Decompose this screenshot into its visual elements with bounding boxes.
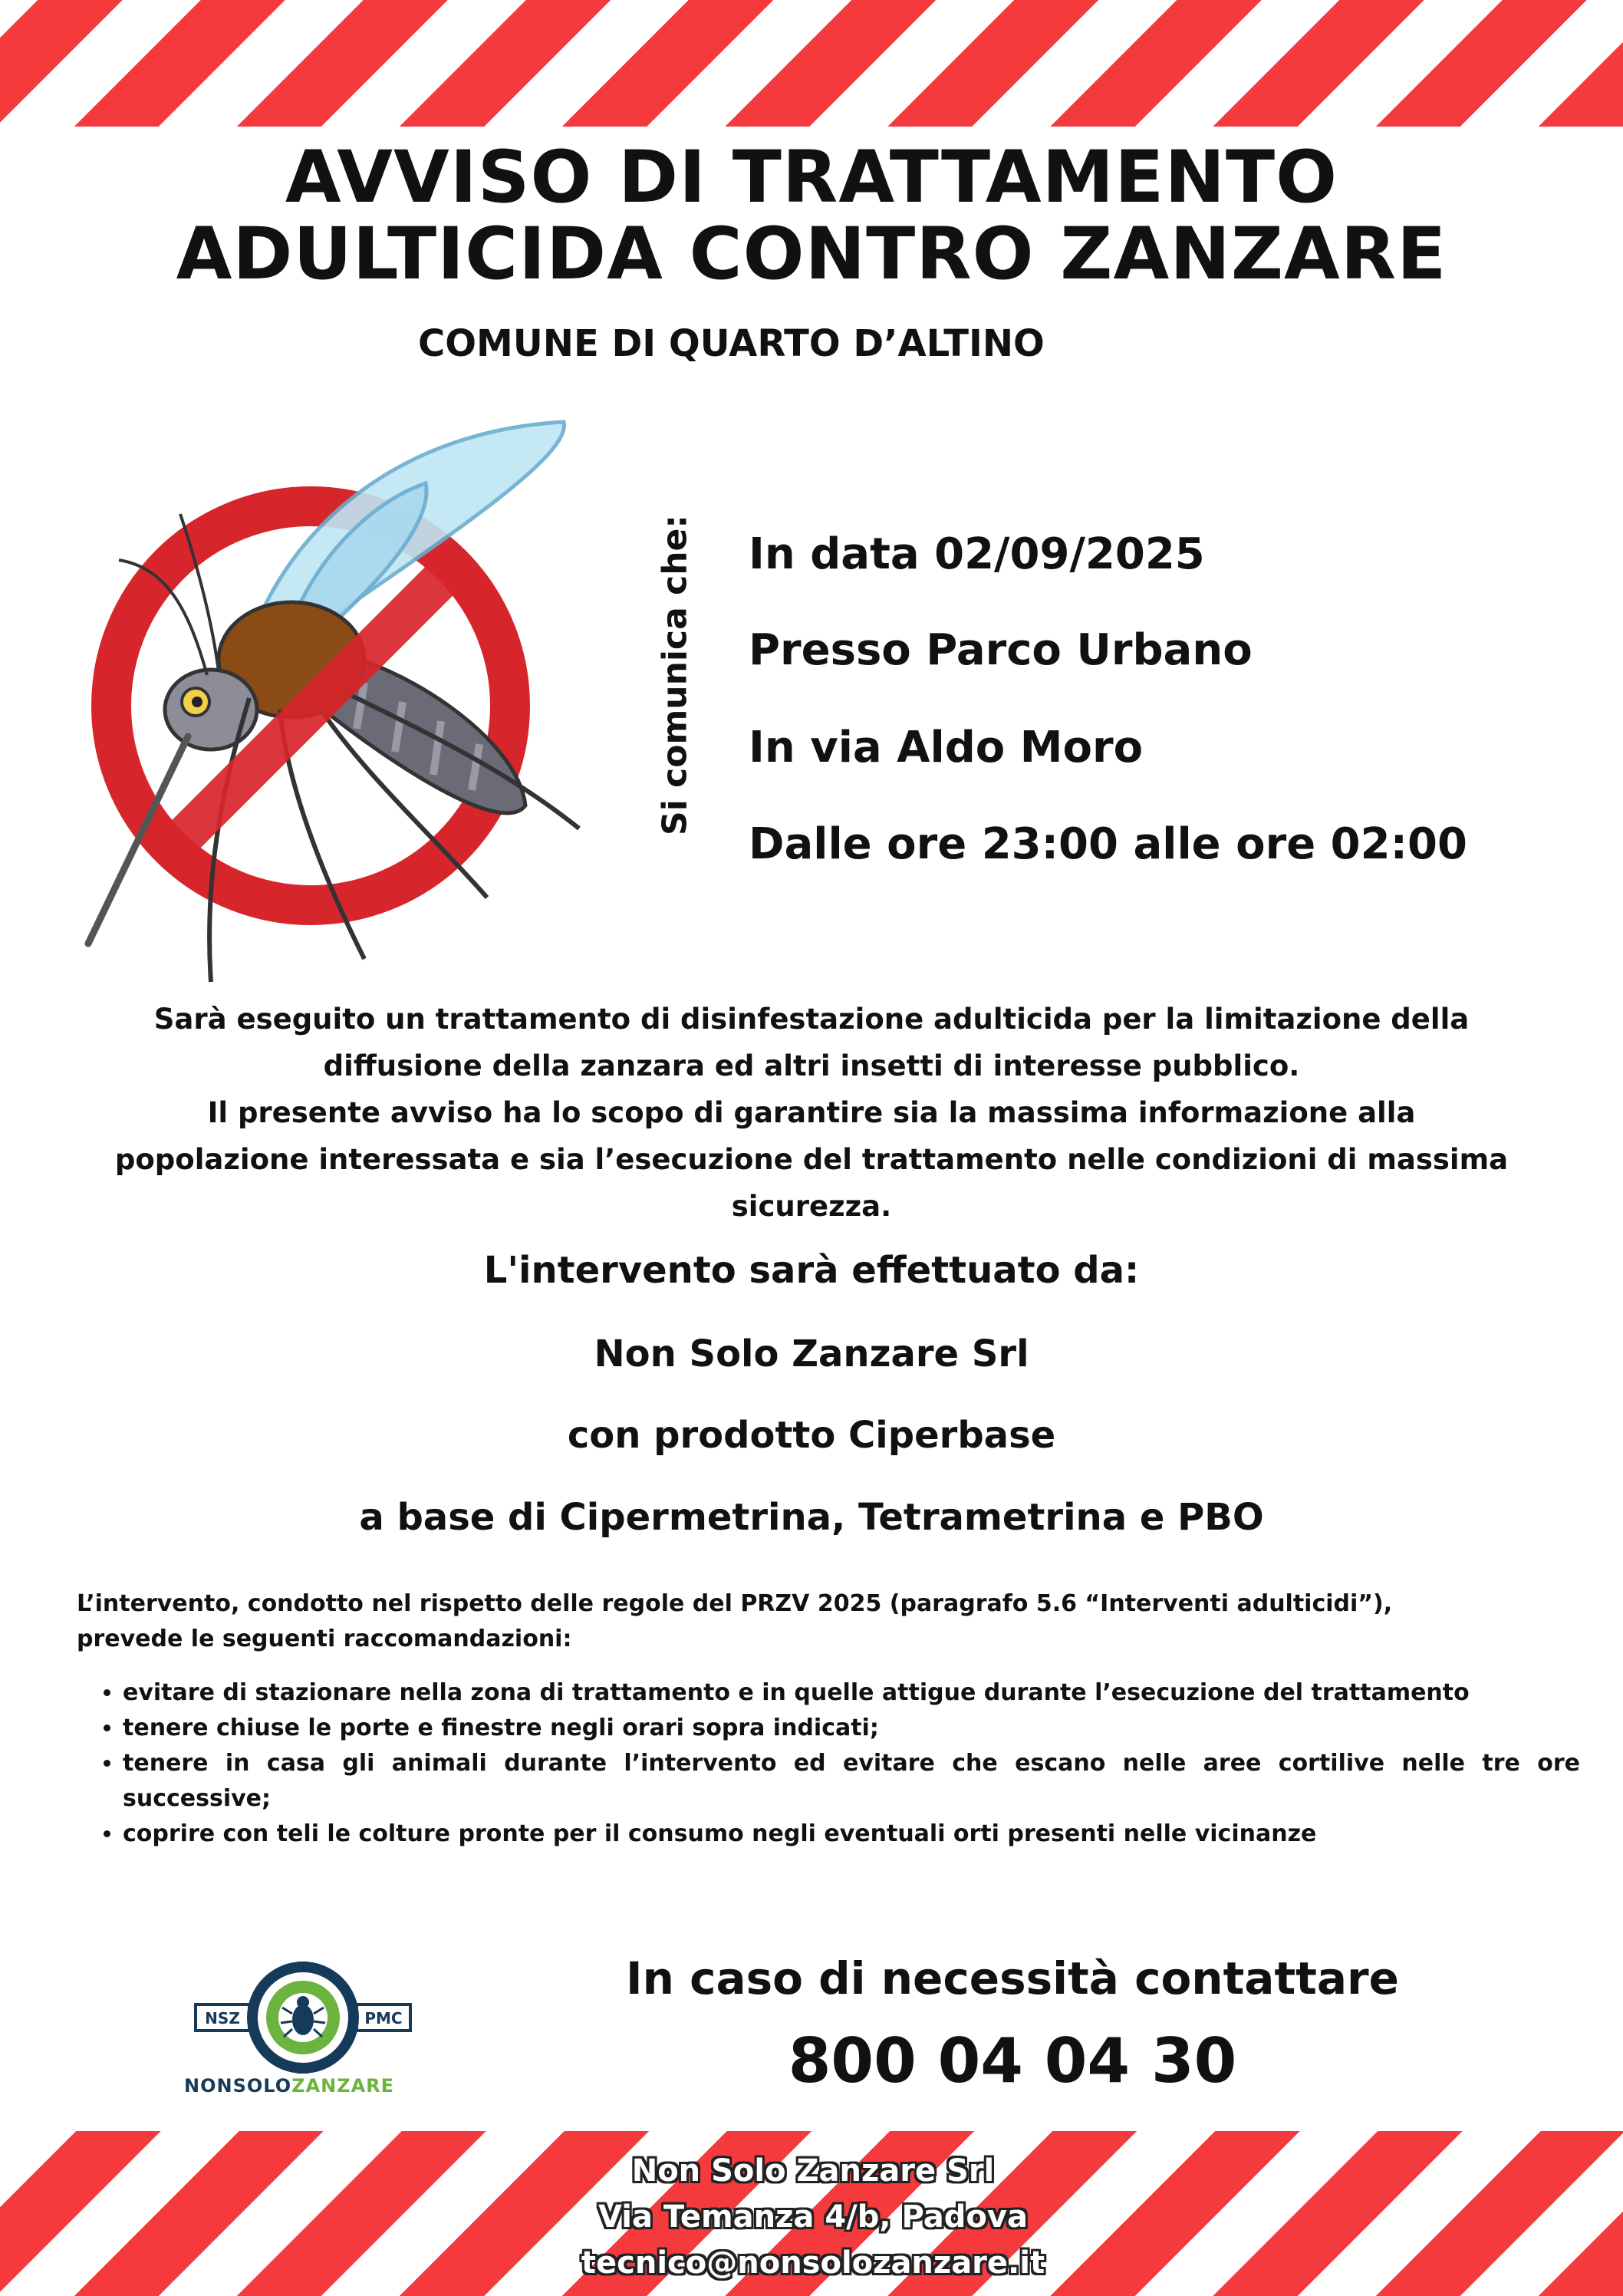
contact-text: In caso di necessità contattare	[626, 1952, 1399, 2004]
notice-title-line2: ADULTICIDA CONTRO ZANZARE	[176, 212, 1447, 296]
logo-wordmark-part2: ZANZARE	[291, 2075, 395, 2097]
description-line: diffusione della zanzara ed altri insetti di interesse pubblico.	[323, 1049, 1300, 1082]
logo-right-tag: PMC	[364, 2009, 403, 2028]
description-line: Sarà eseguito un trattamento di disinfestazione adulticida per la limitazione della	[153, 1003, 1470, 1036]
list-item: • coprire con teli le colture pronte per il consumo negli eventuali orti presenti nelle vicinanze	[123, 1817, 1580, 1852]
intervention-company: Non Solo Zanzare Srl	[594, 1332, 1029, 1375]
logo-wordmark	[184, 2075, 394, 2097]
notice-title-line1: AVVISO DI TRATTAMENTO	[285, 136, 1338, 219]
description-paragraph	[61, 996, 1562, 1230]
treatment-street: In via Aldo Moro	[749, 723, 1144, 772]
recommendations-intro-line: prevede le seguenti raccomandazioni:	[77, 1626, 572, 1652]
bug-icon	[292, 2004, 314, 2035]
no-mosquito-icon	[73, 407, 610, 997]
footer-address: Via Temanza 4/b, Padova	[598, 2199, 1028, 2235]
treatment-date: In data 02/09/2025	[749, 529, 1205, 579]
treatment-hours: Dalle ore 23:00 alle ore 02:00	[749, 819, 1467, 869]
contact-phone: 800 04 04 30	[788, 2025, 1237, 2097]
intervention-ingredients: a base di Cipermetrina, Tetrametrina e PBO	[359, 1496, 1264, 1539]
list-item: • evitare di stazionare nella zona di trattamento e in quelle attigue durante l’esecuzione del trattamento	[123, 1675, 1580, 1711]
description-line: popolazione interessata e sia l’esecuzione del trattamento nelle condizioni di massima	[114, 1143, 1509, 1176]
list-item: • tenere chiuse le porte e finestre negli orari sopra indicati;	[123, 1711, 1580, 1746]
recommendations-intro	[77, 1586, 1392, 1657]
footer-company: Non Solo Zanzare Srl	[631, 2153, 995, 2189]
recommendations-intro-line: L’intervento, condotto nel rispetto delle regole del PRZV 2025 (paragrafo 5.6 “Interventi adulticidi”),	[77, 1590, 1393, 1617]
logo-left-tag: NSZ	[205, 2009, 240, 2028]
treatment-place: Presso Parco Urbano	[749, 625, 1253, 675]
municipality-subtitle: COMUNE DI QUARTO D’ALTINO	[418, 322, 1045, 365]
footer-email: tecnico@nonsolozanzare.it	[581, 2245, 1045, 2281]
description-line: Il presente avviso ha lo scopo di garantire sia la massima informazione alla	[207, 1096, 1416, 1129]
announcement-label: Si comunica che:	[655, 515, 695, 835]
hazard-stripes-top	[0, 0, 1623, 127]
list-item: • tenere in casa gli animali durante l’intervento ed evitare che escano nelle aree cortilive nelle tre ore successive;	[123, 1746, 1580, 1817]
logo-wordmark-part1: NONSOLO	[184, 2075, 292, 2097]
company-logo	[192, 1960, 414, 2075]
footer-address-block	[476, 2148, 1151, 2286]
intervention-product: con prodotto Ciperbase	[567, 1414, 1056, 1457]
intervention-heading: L'intervento sarà effettuato da:	[483, 1249, 1140, 1292]
description-line: sicurezza.	[731, 1190, 892, 1223]
recommendations-list	[92, 1675, 1580, 1852]
